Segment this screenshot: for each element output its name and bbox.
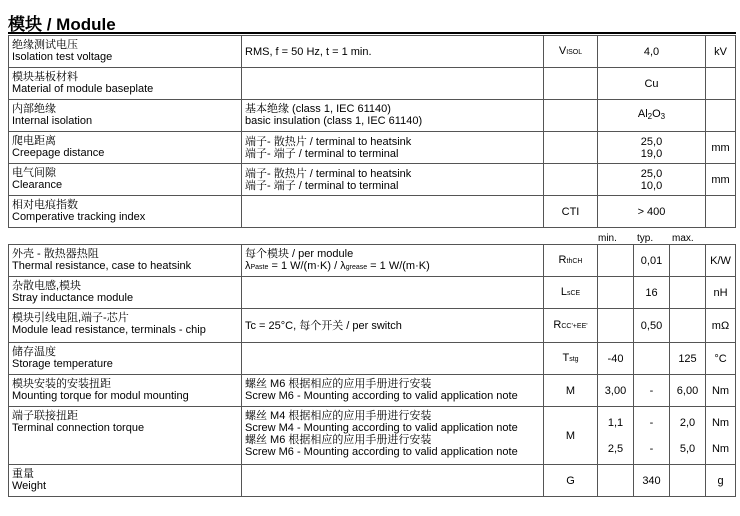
value-max (670, 407, 706, 465)
condition-text: Screw M4 - Mounting according to valid application note (245, 422, 518, 434)
param-name (9, 343, 242, 375)
condition (242, 343, 544, 375)
condition (242, 132, 544, 164)
param-name (9, 132, 242, 164)
value (598, 100, 706, 132)
condition (242, 465, 544, 497)
value-max (670, 245, 706, 277)
param-name-en: Clearance (12, 179, 63, 191)
unit: mm (706, 132, 736, 164)
value-line: - (649, 442, 654, 455)
table-row (9, 100, 736, 132)
symbol-sub: sCE (566, 289, 581, 297)
symbol (544, 245, 598, 277)
value-typ: 340 (634, 465, 670, 497)
param-name-cn: 相对电痕指数 (12, 199, 78, 211)
param-name-en: Module lead resistance, terminals - chip (12, 324, 206, 336)
param-name (9, 164, 242, 196)
symbol-main: R (558, 253, 567, 266)
param-name-cn: 模块引线电阻,端子-芯片 (12, 312, 129, 324)
param-name (9, 309, 242, 343)
symbol (544, 36, 598, 68)
formula-sub-3: 3 (660, 112, 666, 121)
condition-text: 端子- 散热片 / terminal to heatsink (245, 136, 412, 148)
header-min: min. (598, 233, 617, 244)
symbol-main: L (560, 285, 567, 298)
condition-text: Tc = 25°C, 每个开关 / per switch (245, 319, 402, 332)
param-name-cn: 绝缘测试电压 (12, 39, 78, 51)
param-name-cn: 模块安装的安装扭距 (12, 378, 111, 390)
param-name-cn: 杂散电感,模块 (12, 280, 82, 292)
param-name-en: Terminal connection torque (12, 422, 145, 434)
condition-text: 端子- 端子 / terminal to terminal (245, 180, 399, 192)
param-name-cn: 内部绝缘 (12, 103, 56, 115)
symbol-main: V (558, 44, 567, 57)
table-row (9, 309, 736, 343)
unit (706, 407, 736, 465)
value-line: 25,0 (640, 168, 663, 180)
param-name-en: Stray inductance module (12, 292, 134, 304)
symbol (544, 68, 598, 100)
condition-text: 端子- 端子 / terminal to terminal (245, 148, 399, 160)
condition-mid: = 1 W/(m·K) / (268, 260, 341, 272)
param-name-en: Comperative tracking index (12, 211, 146, 223)
unit-line: Nm (711, 416, 730, 429)
table-row (9, 465, 736, 497)
value: Cu (598, 68, 706, 100)
param-name-en: Isolation test voltage (12, 51, 113, 63)
condition-text: 螺丝 M6 根据相应的应用手册进行安装 (245, 434, 432, 446)
symbol-main: R (553, 318, 562, 331)
param-name (9, 36, 242, 68)
unit: mm (706, 164, 736, 196)
param-name-cn: 爬电距离 (12, 135, 56, 147)
value-typ (634, 343, 670, 375)
symbol-sub: thCH (566, 257, 583, 265)
value: > 400 (598, 196, 706, 228)
formula-sub-2: 2 (647, 112, 653, 121)
grease-sub: grease (345, 264, 368, 271)
table-row (9, 164, 736, 196)
unit: nH (706, 277, 736, 309)
value-typ: 0,50 (634, 309, 670, 343)
value-line: 5,0 (679, 442, 696, 455)
formula-o: O (652, 108, 661, 120)
value (598, 164, 706, 196)
value-line: 10,0 (640, 180, 663, 192)
param-name-en: Mounting torque for modul mounting (12, 390, 189, 402)
table-row (9, 407, 736, 465)
param-name-en: Creepage distance (12, 147, 105, 159)
condition-text: Screw M6 - Mounting according to valid application note (245, 390, 518, 402)
value-max (670, 465, 706, 497)
condition (242, 164, 544, 196)
condition (242, 68, 544, 100)
unit (706, 196, 736, 228)
condition-text: 每个模块 / per module (245, 248, 354, 260)
condition-text: 螺丝 M6 根据相应的应用手册进行安装 (245, 378, 432, 390)
value-typ: 0,01 (634, 245, 670, 277)
value-max (670, 309, 706, 343)
unit: mΩ (706, 309, 736, 343)
condition (242, 375, 544, 407)
condition (242, 245, 544, 277)
value-line: 2,5 (607, 442, 624, 455)
value-min (598, 309, 634, 343)
param-name (9, 277, 242, 309)
condition-text: basic insulation (class 1, IEC 61140) (245, 115, 423, 127)
lambda-symbol: λ (245, 260, 251, 272)
condition (242, 36, 544, 68)
param-name (9, 375, 242, 407)
condition-text: 基本绝缘 (class 1, IEC 61140) (245, 103, 391, 115)
page-title: 模块 / Module (8, 15, 116, 34)
header-typ: typ. (637, 233, 654, 244)
value-min (598, 245, 634, 277)
unit: Nm (706, 375, 736, 407)
symbol (544, 100, 598, 132)
param-name-cn: 端子联接扭距 (12, 410, 78, 422)
symbol (544, 309, 598, 343)
value-min (598, 407, 634, 465)
param-name (9, 465, 242, 497)
value-typ: - (634, 375, 670, 407)
unit (706, 100, 736, 132)
unit: kV (706, 36, 736, 68)
value-typ: 16 (634, 277, 670, 309)
header-max: max. (672, 233, 694, 244)
param-name (9, 68, 242, 100)
value-min (598, 465, 634, 497)
table-row (9, 68, 736, 100)
condition-text: 螺丝 M4 根据相应的应用手册进行安装 (245, 410, 432, 422)
table-row (9, 343, 736, 375)
symbol (544, 164, 598, 196)
param-name (9, 196, 242, 228)
unit (706, 68, 736, 100)
table-row (9, 277, 736, 309)
value: 4,0 (598, 36, 706, 68)
param-name-en: Thermal resistance, case to heatsink (12, 260, 192, 272)
value-min: 3,00 (598, 375, 634, 407)
value-line: 25,0 (640, 136, 663, 148)
title-underline (8, 32, 736, 34)
value-line: 2,0 (679, 416, 696, 429)
param-name-en: Internal isolation (12, 115, 93, 127)
unit: K/W (706, 245, 736, 277)
value-min: -40 (598, 343, 634, 375)
param-name-en: Material of module baseplate (12, 83, 154, 95)
symbol: M (544, 375, 598, 407)
condition-text: Screw M6 - Mounting according to valid application note (245, 446, 518, 458)
param-name-cn: 模块基板材料 (12, 71, 78, 83)
value-min (598, 277, 634, 309)
param-name (9, 407, 242, 465)
table-row (9, 375, 736, 407)
condition-end: = 1 W/(m·K) (367, 260, 430, 272)
param-name-cn: 重量 (12, 468, 34, 480)
value (598, 132, 706, 164)
value-line: 19,0 (640, 148, 663, 160)
param-name (9, 100, 242, 132)
condition-text: RMS, f = 50 Hz, t = 1 min. (245, 45, 372, 58)
module-spec-table-bottom (8, 244, 736, 497)
symbol-sub: stg (569, 355, 579, 363)
param-name (9, 245, 242, 277)
value-max (670, 277, 706, 309)
symbol (544, 132, 598, 164)
condition (242, 309, 544, 343)
paste-sub: Paste (250, 264, 269, 271)
condition-text (245, 260, 540, 274)
lambda-symbol: λ (340, 260, 346, 272)
symbol (544, 343, 598, 375)
symbol: CTI (544, 196, 598, 228)
table-row (9, 132, 736, 164)
condition-text: 端子- 散热片 / terminal to heatsink (245, 168, 412, 180)
symbol-main: T (562, 351, 570, 364)
param-name-cn: 储存温度 (12, 346, 56, 358)
value-typ (634, 407, 670, 465)
module-spec-table-top (8, 35, 736, 228)
param-name-en: Weight (12, 480, 47, 492)
param-name-cn: 电气间隙 (12, 167, 56, 179)
symbol: G (544, 465, 598, 497)
symbol-sub: ISOL (566, 48, 583, 56)
formula-al: Al (637, 108, 648, 120)
param-name-cn: 外壳 - 散热器热阻 (12, 248, 99, 260)
condition (242, 407, 544, 465)
value-line: 1,1 (607, 416, 624, 429)
unit: °C (706, 343, 736, 375)
symbol-sub: CC'+EE' (561, 322, 588, 330)
symbol: M (544, 407, 598, 465)
unit-line: Nm (711, 442, 730, 455)
condition (242, 277, 544, 309)
condition (242, 196, 544, 228)
value-max: 6,00 (670, 375, 706, 407)
unit: g (706, 465, 736, 497)
symbol (544, 277, 598, 309)
table-row (9, 196, 736, 228)
param-name-en: Storage temperature (12, 358, 113, 370)
value-line: - (649, 416, 654, 429)
table-row (9, 36, 736, 68)
condition (242, 100, 544, 132)
value-max: 125 (670, 343, 706, 375)
table-row (9, 245, 736, 277)
